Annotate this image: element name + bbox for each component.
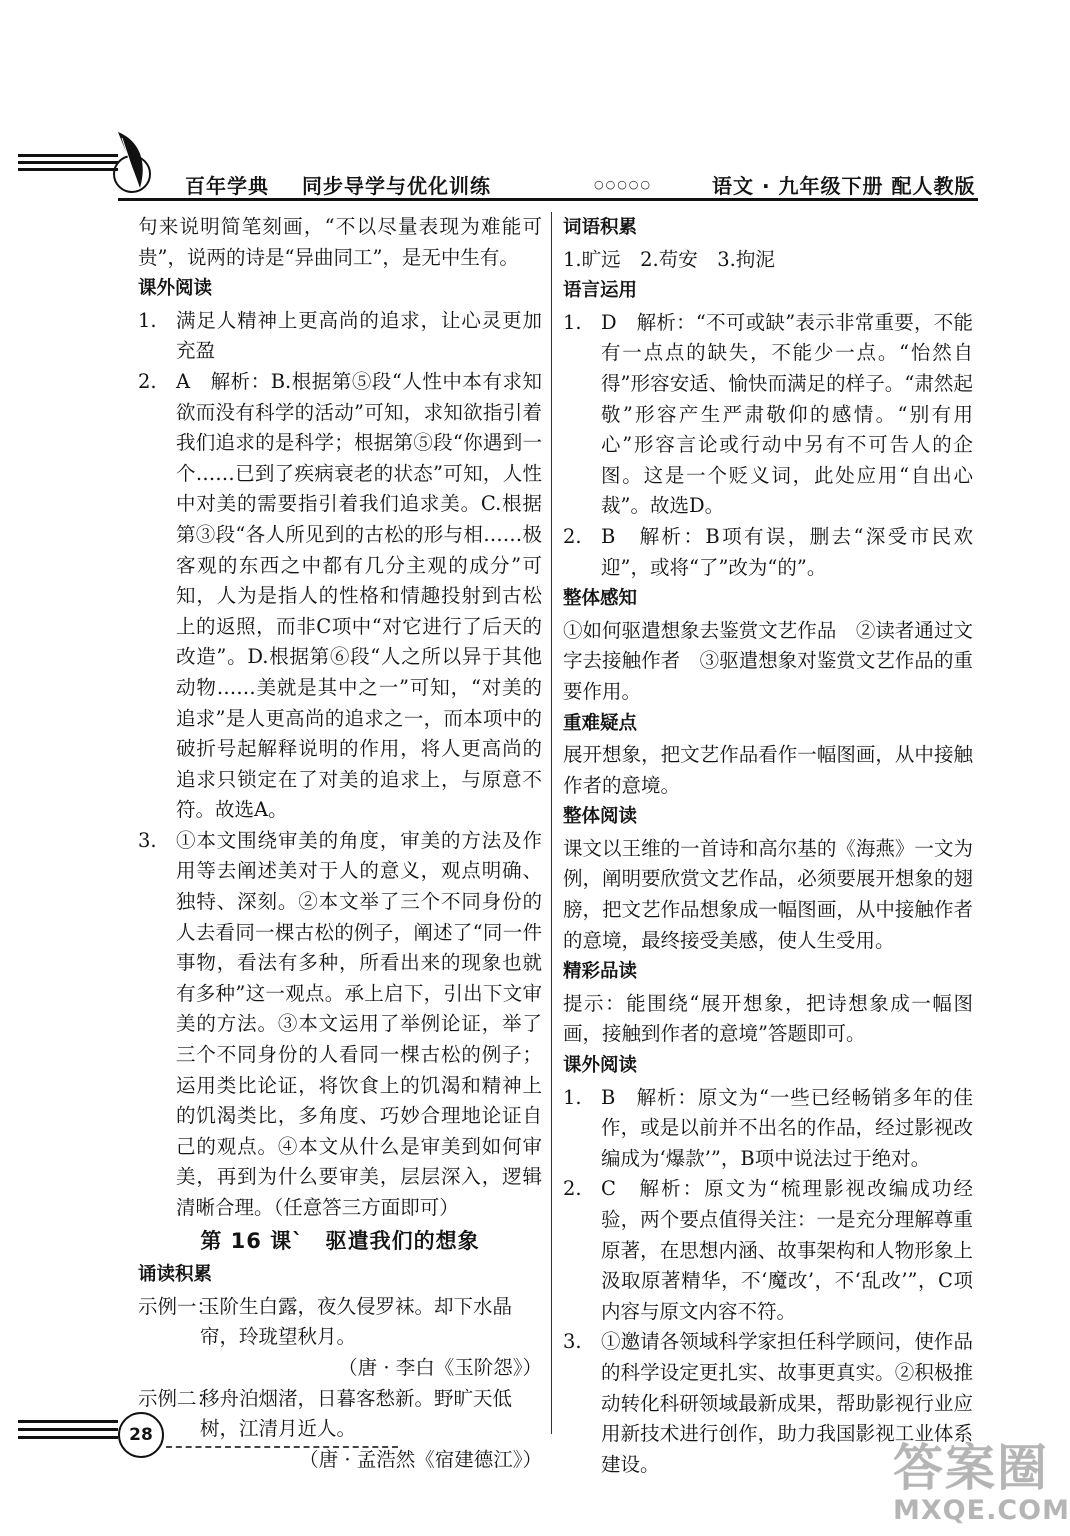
answer-text: ①邀请各领域科学家担任科学顾问，使作品的科学设定更扎实、故事更真实。②积极推动转化科研领域最新成果，帮助影视行业应用新技术进行创作，助力我国影视工业体系建设。 <box>601 1330 973 1476</box>
quill-icon <box>108 130 178 196</box>
wonder-text: 提示：能围绕“展开想象，把诗想象成一幅图画，接触到作者的意境”答题即可。 <box>563 991 973 1046</box>
answer-number: 2. <box>563 1177 582 1201</box>
lesson-title: 第 16 课` 驱遣我们的想象 <box>200 1228 480 1253</box>
key-text: 展开想象，把文艺作品看作一幅图画，从中接触作者的意境。 <box>563 743 973 797</box>
book-subtitle: 同步导学与优化训练 <box>302 174 491 198</box>
answer-text: D 解析：“不可或缺”表示非常重要，不能有一点点的缺失，不能少一点。“怡然自得”形容安适、愉快而满足的样子。“肃然起敬”形容产生严肃敬仰的感情。“别有用心”形容言论或行动中另有不可告人的企图。这是一个贬义词，此处应用“自出心裁”。故选D。 <box>601 310 973 518</box>
section-heading: 课外阅读 <box>563 1055 638 1077</box>
example-label: 示例二： <box>138 1386 217 1410</box>
answer-number: 2. <box>563 524 582 548</box>
answer-text: A 解析：B.根据第⑤段“人性中本有求知欲而没有科学的活动”可知，求知欲指引着我们追求的是科学；根据第⑤段“你遇到一个……已到了疾病衰老的状态”可知，人性中对美的需要指引着我们追求美。C.根据第③段“各人所见到的古松的形与相……极客观的东西之中都有几分主观的成分”可知，人为是指人的性格和情趣投射到古松上的返照，而非C项中“对它进行了后天的改造”。D.根据第⑥段“人之所以异于其他动物……美就是其中之一”可知，“对美的追求”是人更高尚的追求之一，而本项中的破折号起解释说明的作用，将人更高尚的追求只锁定在了对美的追求上，与原意不符。故选A。 <box>176 369 542 822</box>
answer-number: 1. <box>138 308 157 332</box>
watermark-url: MXQE.COM <box>893 1495 1070 1526</box>
section-heading: 精彩品读 <box>563 961 638 983</box>
answer-text: C 解析：原文为“梳理影视改编成功经验，两个要点值得关注：一是充分理解尊重原著，在思想内涵、故事架构和人物形象上汲取原著精华，不‘魔改’，不‘乱改’”，C项内容与原文内容不符。 <box>601 1177 973 1323</box>
book-title: 百年学典 <box>185 174 269 198</box>
answer-text: 满足人精神上更高尚的追求，让心灵更加充盈 <box>176 308 542 363</box>
poem-text: 玉阶生白露，夜久侵罗袜。却下水晶帘，玲珑望秋月。 <box>200 1294 513 1349</box>
answer-number: 1. <box>563 1085 582 1109</box>
answer-item <box>563 522 973 583</box>
footer-decor-lines <box>18 1420 118 1444</box>
header-dots: ○○○○○ <box>594 178 652 191</box>
poem-example <box>138 1292 542 1353</box>
overall-text: ①如何驱遣想象去鉴赏文艺作品 ②读者通过文字去接触作者 ③驱遣想象对鉴赏文艺作品的重要作用。 <box>563 618 973 703</box>
read-text: 课文以王维的一首诗和高尔基的《海燕》一文为例，阐明要欣赏文艺作品，必须要展开想象的翅膀，把文艺作品想象成一幅图画，从中接触作者的意境，最终接受美感，使人生受用。 <box>563 836 973 952</box>
left-column <box>138 212 542 1475</box>
answer-number: 3. <box>563 1330 582 1354</box>
page-number: 28 <box>118 1412 164 1458</box>
section-heading: 词语积累 <box>563 217 638 238</box>
subject-label: 语文 · 九年级下册 配人教版 <box>712 174 976 198</box>
header-rule <box>118 198 978 201</box>
footer-dashed-line <box>166 1446 398 1448</box>
intro-paragraph: 句来说明简笔刻画，“不以尽量表现为难能可贵”，说两的诗是“异曲同工”，是无中生有。 <box>138 215 542 269</box>
answer-text: B 解析：原文为“一些已经畅销多年的佳作，或是以前并不出名的作品，经过影视改编成为‘爆款’”，B项中说法过于绝对。 <box>601 1085 973 1170</box>
section-heading: 整体感知 <box>563 588 638 610</box>
poem-example <box>138 1384 542 1445</box>
poem-source: （唐 · 孟浩然《宿建德江》） <box>299 1447 542 1471</box>
header-decor-lines <box>18 154 118 175</box>
section-heading: 课外阅读 <box>138 278 213 300</box>
answer-number: 1. <box>563 310 582 334</box>
answer-text: B 解析：B项有误，删去“深受市民欢迎”，或将“了”改为“的”。 <box>601 524 973 579</box>
answer-item <box>563 1083 973 1175</box>
answer-item <box>138 306 542 367</box>
answer-number: 3. <box>138 828 157 852</box>
watermark-logo <box>893 1439 1070 1532</box>
column-divider <box>551 212 552 1434</box>
answer-item <box>563 1174 973 1327</box>
section-heading: 整体阅读 <box>563 806 638 828</box>
right-column <box>563 212 973 1480</box>
section-heading: 诵读积累 <box>138 1264 213 1286</box>
section-heading: 重难疑点 <box>563 712 638 734</box>
answer-item <box>138 367 542 826</box>
answer-item <box>563 308 973 522</box>
vocab-answers: 1.旷远 2.苟安 3.拘泥 <box>563 247 775 271</box>
poem-source: （唐 · 李白《玉阶怨》） <box>338 1355 542 1379</box>
example-label: 示例一： <box>138 1294 217 1318</box>
watermark-text: 答案圈 <box>893 1439 1049 1497</box>
answer-number: 2. <box>138 369 157 393</box>
answer-text: ①本文围绕审美的角度，审美的方法及作用等去阐述美对于人的意义，观点明确、独特、深刻。②本文举了三个不同身份的人去看同一棵古松的例子，阐述了“同一件事物，看法有多种，所看出来的现象也就有多种”这一观点。承上启下，引出下文审美的方法。③本文运用了举例论证，举了三个不同身份的人看同一棵古松的例子；运用类比论证，将饮食上的饥渴和精神上的饥渴类比，多角度、巧妙合理地论证自己的观点。④本文从什么是审美到如何审美，再到为什么要审美，层层深入，逻辑清晰合理。（任意答三方面即可） <box>176 828 542 1219</box>
answer-item <box>138 826 542 1224</box>
section-heading: 语言运用 <box>563 280 638 302</box>
poem-text: 移舟泊烟渚，日暮客愁新。野旷天低树，江清月近人。 <box>200 1386 513 1441</box>
